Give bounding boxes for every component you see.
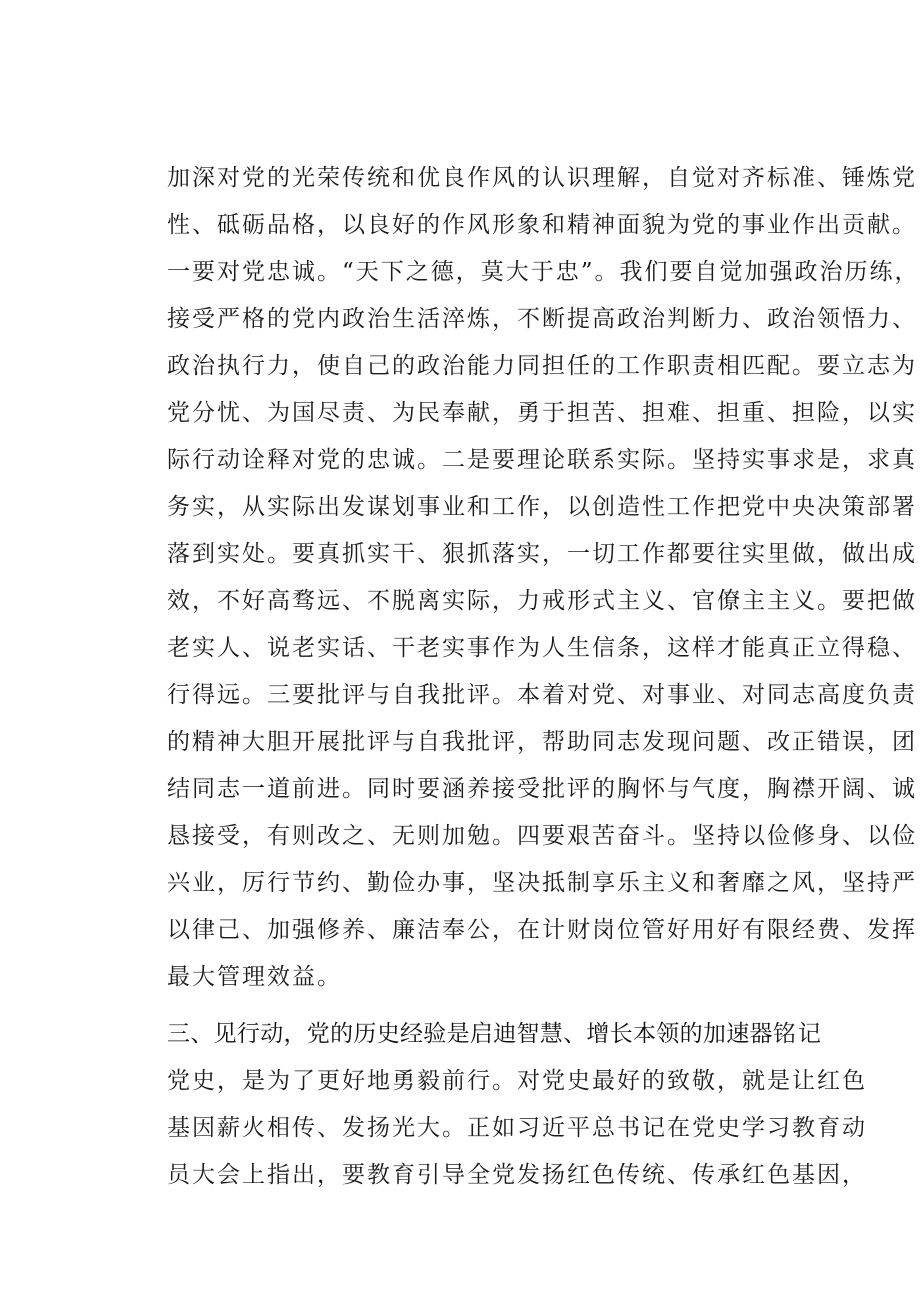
- body-text-line: 兴业，厉行节约、勤俭办事，坚决抵制享乐主义和奢靡之风，坚持严: [167, 870, 917, 896]
- body-text-line: 党分忧、为国尽责、为民奉献，勇于担苦、担难、担重、担险，以实: [167, 400, 917, 426]
- body-text-line: 落到实处。要真抓实干、狠抓落实，一切工作都要往实里做，做出成: [167, 541, 917, 567]
- body-text-line: 际行动诠释对党的忠诚。二是要理论联系实际。坚持实事求是，求真: [167, 447, 917, 473]
- body-text-line: 党史，是为了更好地勇毅前行。对党史最好的致敬，就是让红色: [167, 1068, 867, 1094]
- section-3-heading-row: [167, 1011, 823, 1058]
- document-body: [167, 155, 920, 1199]
- body-text-line: 一要对党忠诚。“天下之德，莫大于忠”。我们要自觉加强政治历练，: [167, 259, 920, 285]
- section-3-heading: 三、见行动，党的历史经验是启迪智慧、增长本领的加速器: [167, 1021, 773, 1047]
- body-text-line: 最大管理效益。: [167, 964, 342, 990]
- body-text-line: 加深对党的光荣传统和优良作风的认识理解，自觉对齐标准、锤炼党: [167, 165, 917, 191]
- body-text-line: 的精神大胆开展批评与自我批评，帮助同志发现问题、改正错误，团: [167, 729, 917, 755]
- section-3-lead-text: 铭记: [772, 1021, 823, 1047]
- body-text-line: 政治执行力，使自己的政治能力同担任的工作职责相匹配。要立志为: [167, 353, 917, 379]
- body-text-line: 性、砥砺品格，以良好的作风形象和精神面貌为党的事业作出贡献。: [167, 212, 917, 238]
- body-text-line: 行得远。三要批评与自我批评。本着对党、对事业、对同志高度负责: [167, 682, 917, 708]
- body-text-line: 以律己、加强修养、廉洁奉公，在计财岗位管好用好有限经费、发挥: [167, 917, 917, 943]
- body-text-line: 结同志一道前进。同时要涵养接受批评的胸怀与气度，胸襟开阔、诚: [167, 776, 917, 802]
- body-text-line: 基因薪火相传、发扬光大。正如习近平总书记在党史学习教育动: [167, 1115, 867, 1141]
- body-text-line: 务实，从实际出发谋划事业和工作，以创造性工作把党中央决策部署: [167, 494, 917, 520]
- body-text-line: 效，不好高骛远、不脱离实际，力戒形式主义、官僚主主义。要把做: [167, 588, 917, 614]
- body-text-line: 员大会上指出，要教育引导全党发扬红色传统、传承红色基因，: [167, 1162, 867, 1188]
- body-text-line: 老实人、说老实话、干老实事作为人生信条，这样才能真正立得稳、: [167, 635, 917, 661]
- body-text-line: 恳接受，有则改之、无则加勉。四要艰苦奋斗。坚持以俭修身、以俭: [167, 823, 917, 849]
- body-text-line: 接受严格的党内政治生活淬炼，不断提高政治判断力、政治领悟力、: [167, 306, 917, 332]
